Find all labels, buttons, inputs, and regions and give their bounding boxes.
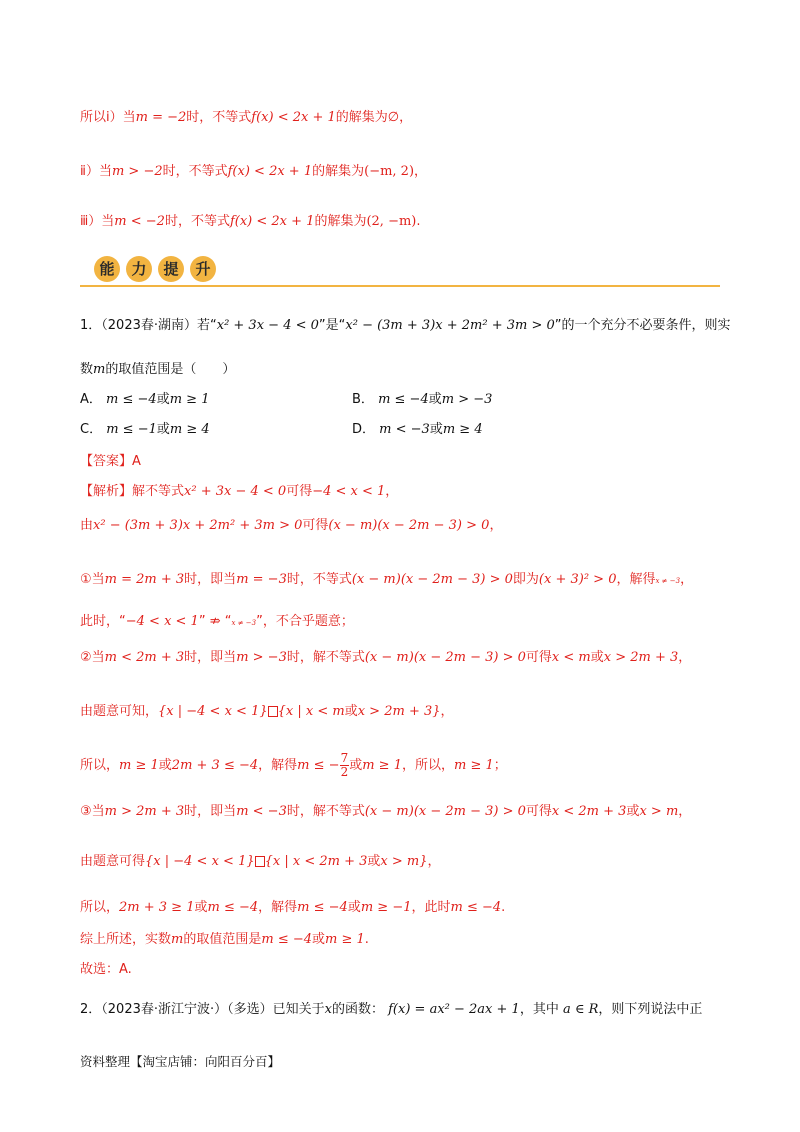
section-banner [80, 256, 720, 288]
analysis-line-6: 由题意可知，{x | −4 < x < 1} {x | x < m或x > 2m + 3}， [80, 704, 454, 719]
banner-badge-2: 力 [126, 256, 152, 282]
analysis-line-3: ①当m = 2m + 3时，即当m = −3时，不等式(x − m)(x − 2m − 3) > 0即为(x + 3)² > 0，解得x ≠ −3， [80, 572, 694, 587]
analysis-line-8: ③当m > 2m + 3时，即当m < −3时，解不等式(x − m)(x − 2m − 3) > 0可得x < 2m + 3或x > m， [80, 804, 692, 819]
analysis-line-11: 综上所述，实数m的取值范围是m ≤ −4或m ≥ 1. [80, 932, 369, 947]
q1-option-a[interactable]: A． m ≤ −4或m ≥ 1 [80, 392, 210, 407]
banner-rule [80, 285, 720, 287]
q1-stem-line2: 数m的取值范围是（ ） [80, 362, 236, 377]
analysis-line-7: 所以，m ≥ 1或2m + 3 ≤ −4，解得m ≤ − $\frac{7}{2}$ 或m ≥ 1，所以，m ≥ 1； [80, 751, 507, 779]
banner-badge-4: 升 [190, 256, 216, 282]
case-line-1: 所以ⅰ）当m = −2时，不等式f(x) < 2x + 1的解集为∅， [80, 110, 413, 125]
q1-stem-line1: 1．（2023春·湖南）若“x² + 3x − 4 < 0”是“x² − (3m + 3)x + 2m² + 3m > 0”的一个充分不必要条件，则实 [80, 318, 731, 333]
analysis-line-5: ②当m < 2m + 3时，即当m > −3时，解不等式(x − m)(x − 2m − 3) > 0可得x < m或x > 2m + 3， [80, 650, 692, 665]
banner-badge-3: 提 [158, 256, 184, 282]
fraction-7-2: $\frac{7}{2}$ [340, 751, 349, 779]
analysis-line-1: 【解析】解不等式x² + 3x − 4 < 0可得−4 < x < 1， [80, 484, 399, 499]
subset-symbol [255, 856, 265, 867]
case-line-3: ⅲ）当m < −2时，不等式f(x) < 2x + 1的解集为(2, −m). [80, 214, 421, 229]
q1-answer: 【答案】A [80, 454, 141, 469]
q1-option-d[interactable]: D． m < −3或m ≥ 4 [352, 422, 483, 437]
analysis-line-12: 故选：A. [80, 962, 132, 977]
q1-option-b[interactable]: B． m ≤ −4或m > −3 [352, 392, 493, 407]
analysis-line-9: 由题意可得{x | −4 < x < 1} {x | x < 2m + 3或x > m}， [80, 854, 441, 869]
analysis-line-4: 此时，“−4 < x < 1” ⇏ “x ≠ −3”，不合乎题意； [80, 614, 354, 629]
analysis-line-2: 由x² − (3m + 3)x + 2m² + 3m > 0可得(x − m)(x − 2m − 3) > 0， [80, 518, 503, 533]
q1-option-c[interactable]: C． m ≤ −1或m ≥ 4 [80, 422, 210, 437]
not-implies-symbol: ⇏ [209, 614, 221, 629]
page-footer: 资料整理【淘宝店铺：向阳百分百】 [80, 1054, 281, 1069]
case-line-2: ⅱ）当m > −2时，不等式f(x) < 2x + 1的解集为(−m, 2)， [80, 164, 428, 179]
banner-badge-1: 能 [94, 256, 120, 282]
subset-symbol [268, 706, 278, 717]
q2-stem: 2．（2023春·浙江宁波·）（多选）已知关于x的函数： f(x) = ax² − 2ax + 1，其中 a ∈ R，则下列说法中正 [80, 1002, 703, 1017]
analysis-line-10: 所以，2m + 3 ≥ 1或m ≤ −4，解得m ≤ −4或m ≥ −1，此时m ≤ −4. [80, 900, 506, 915]
